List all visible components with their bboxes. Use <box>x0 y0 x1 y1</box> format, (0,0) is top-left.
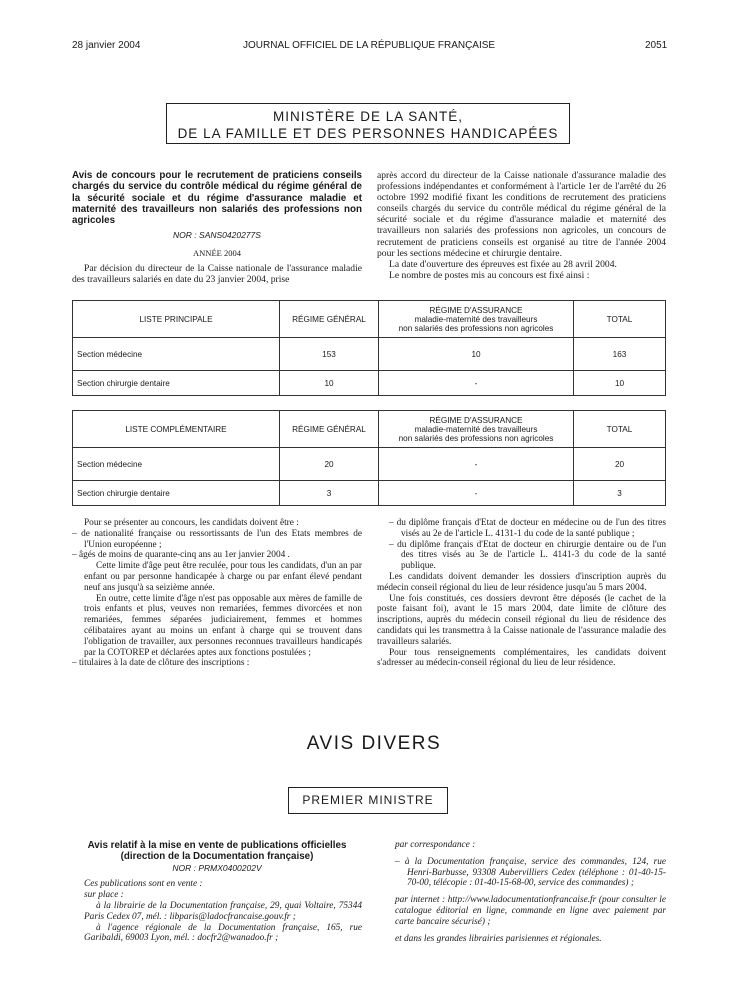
table-cell: 3 <box>280 481 379 506</box>
condition-item: – titulaires à la date de clôture des inscriptions : <box>72 658 250 669</box>
notice2-left-column <box>72 840 362 944</box>
notice2-nor: NOR : PRMX0400202V <box>172 862 262 873</box>
positions-table-main <box>72 300 666 396</box>
notice2-title: Avis relatif à la mise en vente de publications officielles (direction de la Documentation française) <box>87 840 347 863</box>
registration-paragraph: Les candidats doivent demander les dossiers d'inscription auprès du médecin conseil régional du lieu de leur résidence jusqu'au 5 mars 2004. <box>377 571 666 593</box>
table-cell: - <box>379 371 574 396</box>
condition-item: – âgés de moins de quarante-cinq ans au 1er janvier 2004 . <box>72 550 290 561</box>
diploma-item: – du diplôme français d'Etat de docteur en médecine ou de l'un des titres visés au 2e de l'article L. 4131-1 du code de la santé publique ; <box>389 518 666 539</box>
notice2-address: à la librairie de la Documentation française, 29, quai Voltaire, 75344 Paris Cedex 07, mél. : libparis@ladocfrancaise.gouv.fr ; <box>84 900 362 922</box>
table-cell: - <box>379 448 574 481</box>
table-header-line: maladie-maternité des travailleurs <box>414 314 538 324</box>
table-cell: Section chirurgie dentaire <box>73 481 280 506</box>
table-cell: 10 <box>280 371 379 396</box>
notice2-line: sur place : <box>84 890 124 901</box>
notice1-paragraph-3: La date d'ouverture des épreuves est fixée au 28 avril 2004. <box>389 258 617 270</box>
table-header-regime <box>379 301 574 338</box>
diploma-item: – du diplôme français d'Etat de docteur en chirurgie dentaire ou de l'un des titres visés au 3e de l'article L. 4141-3 du code de la santé publique. <box>389 539 666 572</box>
header-journal: JOURNAL OFFICIEL DE LA RÉPUBLIQUE FRANÇAISE <box>243 40 496 51</box>
table-cell: Section médecine <box>73 338 280 371</box>
table-header-regime <box>379 411 574 448</box>
notice1-left-column <box>72 170 362 285</box>
positions-table-complementary <box>72 410 666 506</box>
notice1-nor: NOR : SANS0420277S <box>173 230 261 241</box>
table-cell: 163 <box>574 338 666 371</box>
notice2-right-column <box>395 840 666 944</box>
age-exception-paragraph: En outre, cette limite d'âge n'est pas opposable aux mères de famille de trois enfants et plus, veuves non remariées, femmes divorcées et non remariées, femmes séparées judiciairement, femmes et hommes célibataires ayant au moins un enfant à charge qui se trouvent dans l'obligation de travailler, aux personnes reconnues travailleurs handicapés par la COTOREP et déclarées aptes aux fonctions postulées ; <box>84 593 362 658</box>
table-cell: 153 <box>280 338 379 371</box>
table-header: RÉGIME GÉNÉRAL <box>280 301 379 338</box>
conditions-intro: Pour se présenter au concours, les candidats doivent être : <box>84 518 299 528</box>
condition-item: – de nationalité française ou ressortissants de l'un des Etats membres de l'Union européenne ; <box>72 528 362 550</box>
table-header: TOTAL <box>574 411 666 448</box>
notice1-right-column <box>377 170 666 281</box>
premier-ministre-box: PREMIER MINISTRE <box>288 787 448 814</box>
information-paragraph: Pour tous renseignements complémentaires, les candidats doivent s'adresser au médecin-conseil régional du lieu de leur résidence. <box>377 647 666 669</box>
table-cell: 20 <box>280 448 379 481</box>
notice2-line: par correspondance : <box>395 840 476 850</box>
ministry-line-2: DE LA FAMILLE ET DES PERSONNES HANDICAPÉES <box>177 126 559 141</box>
ministry-title-box <box>166 103 570 144</box>
notice1-year: ANNÉE 2004 <box>193 247 241 258</box>
conditions-right-column <box>377 518 666 669</box>
table-cell: 10 <box>574 371 666 396</box>
notice1-paragraph-1: Par décision du directeur de la Caisse nationale de l'assurance maladie des travailleurs salariés en date du 23 janvier 2004, prise <box>72 262 362 285</box>
section-heading-avis-divers: AVIS DIVERS <box>306 733 442 754</box>
header-page-number: 2051 <box>645 40 668 51</box>
table-header-line: non salariés des professions non agricoles <box>398 433 554 443</box>
notice2-line: et dans les grandes librairies parisiennes et régionales. <box>395 933 602 944</box>
notice2-line: Ces publications sont en vente : <box>84 879 203 890</box>
table-row <box>73 448 666 481</box>
table-row <box>73 481 666 506</box>
table-header-line: maladie-maternité des travailleurs <box>414 424 538 434</box>
table-cell: Section chirurgie dentaire <box>73 371 280 396</box>
notice2-address: – à la Documentation française, service des commandes, 124, rue Henri-Barbusse, 93308 Aubervilliers Cedex (téléphone : 01-40-15-70-00, télécopie : 01-40-15-68-00, service des commandes) ; <box>395 856 666 889</box>
table-row <box>73 338 666 371</box>
table-header-line: RÉGIME D'ASSURANCE <box>429 415 523 425</box>
notice2-address: à l'agence régionale de la Documentation française, 165, rue Garibaldi, 69003 Lyon, mél. : docfr2@wanadoo.fr ; <box>84 922 362 944</box>
header-date: 28 janvier 2004 <box>72 40 141 51</box>
age-limit-paragraph: Cette limite d'âge peut être reculée, pour tous les candidats, d'un an par enfant ou par personne handicapée à charge ou par enfant élevé pendant neuf ans jusqu'à sa seizième année. <box>84 561 362 593</box>
table-header: RÉGIME GÉNÉRAL <box>280 411 379 448</box>
table-cell: 20 <box>574 448 666 481</box>
table-header: LISTE COMPLÉMENTAIRE <box>73 411 280 448</box>
deposit-paragraph: Une fois constitués, ces dossiers devront être déposés (le cachet de la poste faisant foi), avant le 15 mars 2004, date limite de clôture des inscriptions, auprès du médecin conseil régional du lieu de résidence des candidats qui les transmettra à la Caisse nationale de l'assurance maladie des travailleurs salariés. <box>377 593 666 647</box>
table-cell: - <box>379 481 574 506</box>
notice1-paragraph-4: Le nombre de postes mis au concours est fixé ainsi : <box>389 269 590 281</box>
table-header: LISTE PRINCIPALE <box>73 301 280 338</box>
conditions-left-column <box>72 518 362 669</box>
table-row <box>73 371 666 396</box>
ministry-line-1: MINISTÈRE DE LA SANTÉ, <box>272 109 464 124</box>
table-header-line: non salariés des professions non agricoles <box>398 323 554 333</box>
table-header-line: RÉGIME D'ASSURANCE <box>429 305 523 315</box>
table-cell: Section médecine <box>73 448 280 481</box>
notice1-title: Avis de concours pour le recrutement de praticiens conseils chargés du service du contrôle médical du régime général de la sécurité sociale et du régime d'assurance maladie et maternité des travailleurs non salariés des professions non agricoles <box>72 170 362 227</box>
notice2-line: par internet : http://www.ladocumentationfrancaise.fr (pour consulter le catalogue éditorial en ligne, commande en ligne avec paiement par carte bancaire sécurisé) ; <box>395 895 666 927</box>
table-cell: 10 <box>379 338 574 371</box>
table-cell: 3 <box>574 481 666 506</box>
notice1-paragraph-2: après accord du directeur de la Caisse nationale d'assurance maladie des professions indépendantes et conformément à l'article 1er de l'arrêté du 26 octobre 1992 modifié fixant les conditions de recrutement des praticiens conseils chargés du service du contrôle médical du régime général de la sécurité sociale et du régime d'assurance maladie et maternité des travailleurs non salariés des professions non agricoles, un concours de recrutement de praticiens conseils est organisé au titre de l'année 2004 pour les sections médecine et chirurgie dentaire. <box>377 170 666 259</box>
table-header: TOTAL <box>574 301 666 338</box>
